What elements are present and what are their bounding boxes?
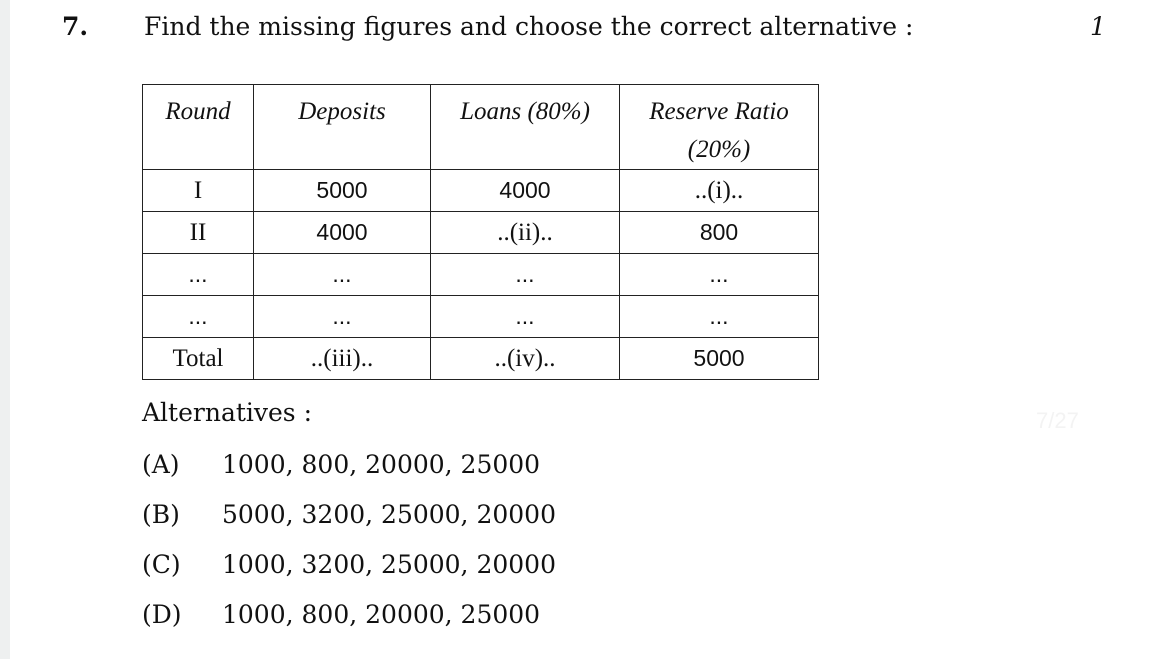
header-deposits: Deposits [254,85,431,170]
table-cell-deposits: 5000 [254,170,431,212]
table-cell-loans: ..(iv).. [431,338,620,380]
table-cell-reserve: ... [620,254,819,296]
table-cell-deposits: 4000 [254,212,431,254]
header-reserve-ratio [620,85,819,170]
left-margin-shade [0,0,10,659]
header-reserve-line2: (20%) [687,136,751,163]
header-reserve-line1: Reserve Ratio [649,98,789,125]
header-round: Round [143,85,254,170]
option-b [142,500,556,529]
table-cell-loans: ..(ii).. [431,212,620,254]
table-row [143,170,819,212]
table-cell-loans: ... [431,254,620,296]
question-marks: 1 [1090,12,1106,41]
table-cell-deposits: ..(iii).. [254,338,431,380]
table-cell-round: Total [143,338,254,380]
option-c [142,550,556,579]
option-text: 1000, 800, 20000, 25000 [222,450,541,479]
option-text: 1000, 800, 20000, 25000 [222,600,541,629]
question-text: Find the missing figures and choose the correct alternative : [144,12,914,41]
table-cell-loans: 4000 [431,170,620,212]
alternatives-heading: Alternatives : [142,398,313,427]
option-letter: (C) [142,550,181,579]
table-cell-reserve: ..(i).. [620,170,819,212]
table-cell-deposits: ... [254,296,431,338]
option-d [142,600,540,629]
table-row [143,296,819,338]
option-letter: (A) [142,450,180,479]
table-cell-round: ... [143,254,254,296]
table-cell-reserve: 5000 [620,338,819,380]
table-total-row [143,338,819,380]
option-a [142,450,540,479]
table-header-row [143,85,819,170]
option-letter: (B) [142,500,180,529]
question-number: 7. [62,12,89,41]
header-loans: Loans (80%) [431,85,620,170]
table-row [143,254,819,296]
page-watermark: 7/27 [1036,408,1079,433]
option-text: 5000, 3200, 25000, 20000 [222,500,556,529]
table-cell-round: ... [143,296,254,338]
deposit-loan-table [142,84,819,380]
table-cell-round: II [143,212,254,254]
table-cell-deposits: ... [254,254,431,296]
table-cell-reserve: ... [620,296,819,338]
table-cell-round: I [143,170,254,212]
option-letter: (D) [142,600,182,629]
table-cell-loans: ... [431,296,620,338]
option-text: 1000, 3200, 25000, 20000 [222,550,556,579]
table-row [143,212,819,254]
table-cell-reserve: 800 [620,212,819,254]
